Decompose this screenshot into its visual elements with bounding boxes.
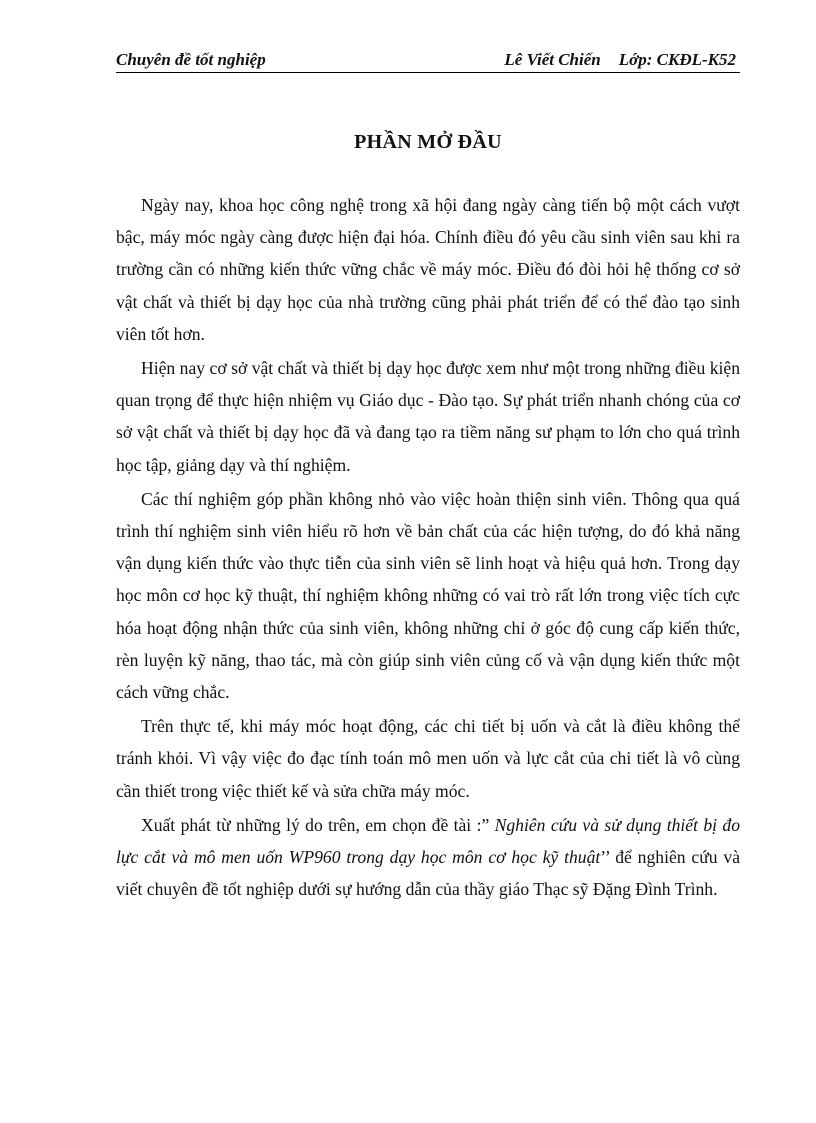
header-class: Lớp: CKĐL-K52 [618,50,736,69]
paragraph-5 [116,809,740,906]
paragraph-5-end: ’’ để nghiên cứu và viết chuyên đề tốt nghiệp dưới sự hướng dẫn của thầy giáo Thạc sỹ Đặng Đình Trình. [116,847,741,900]
document-body [116,189,740,907]
paragraph-1: Ngày nay, khoa học công nghệ trong xã hội đang ngày càng tiến bộ một cách vượt bậc, máy móc ngày càng được hiện đại hóa. Chính điều đó yêu cầu sinh viên sau khi ra trường cần có những kiến thức vững chắc về máy móc. Điều đó đòi hỏi hệ thống cơ sở vật chất và thiết bị dạy học của nhà trường cũng phải phát triển để có thể đào tạo sinh viên tốt hơn. [116,195,740,344]
header-document-type: Chuyên đề tốt nghiệp [116,50,266,69]
paragraph-2: Hiện nay cơ sở vật chất và thiết bị dạy học được xem như một trong những điều kiện quan trọng để thực hiện nhiệm vụ Giáo dục - Đào tạo. Sự phát triển nhanh chóng của cơ sở vật chất và thiết bị dạy học đã và đang tạo ra tiềm năng sư phạm to lớn cho quá trình học tập, giảng dạy và thí nghiệm. [116,358,740,475]
header-author: Lê Viết Chiến [504,50,601,69]
header-author-block [504,50,736,70]
page-title: PHẦN MỞ ĐẦU [354,131,502,153]
paragraph-3: Các thí nghiệm góp phần không nhỏ vào việc hoàn thiện sinh viên. Thông qua quá trình thí nghiệm sinh viên hiểu rõ hơn về bản chất của các hiện tượng, do đó khả năng vận dụng kiến thức vào thực tiễn của sinh viên sẽ linh hoạt và hiệu quả hơn. Trong dạy học môn cơ học kỹ thuật, thí nghiệm không những có vai trò rất lớn trong việc tích cực hóa hoạt động nhận thức của sinh viên, không những chỉ ở góc độ cung cấp kiến thức, rèn luyện kỹ năng, thao tác, mà còn giúp sinh viên củng cố và vận dụng kiến thức một cách vững chắc. [116,488,740,703]
paragraph-5-start: Xuất phát từ những lý do trên, em chọn đề tài :” [141,814,495,835]
thesis-topic: Nghiên cứu và sử dụng thiết bị đo lực cắt và mô men uốn WP960 trong dạy học môn cơ học kỹ thuật [116,814,741,868]
paragraph-4: Trên thực tế, khi máy móc hoạt động, các chi tiết bị uốn và cắt là điều không thể tránh khỏi. Vì vậy việc đo đạc tính toán mô men uốn và lực cắt của chi tiết là vô cùng cần thiết trong việc thiết kế và sửa chữa máy móc. [116,716,740,801]
page-header [116,48,740,73]
